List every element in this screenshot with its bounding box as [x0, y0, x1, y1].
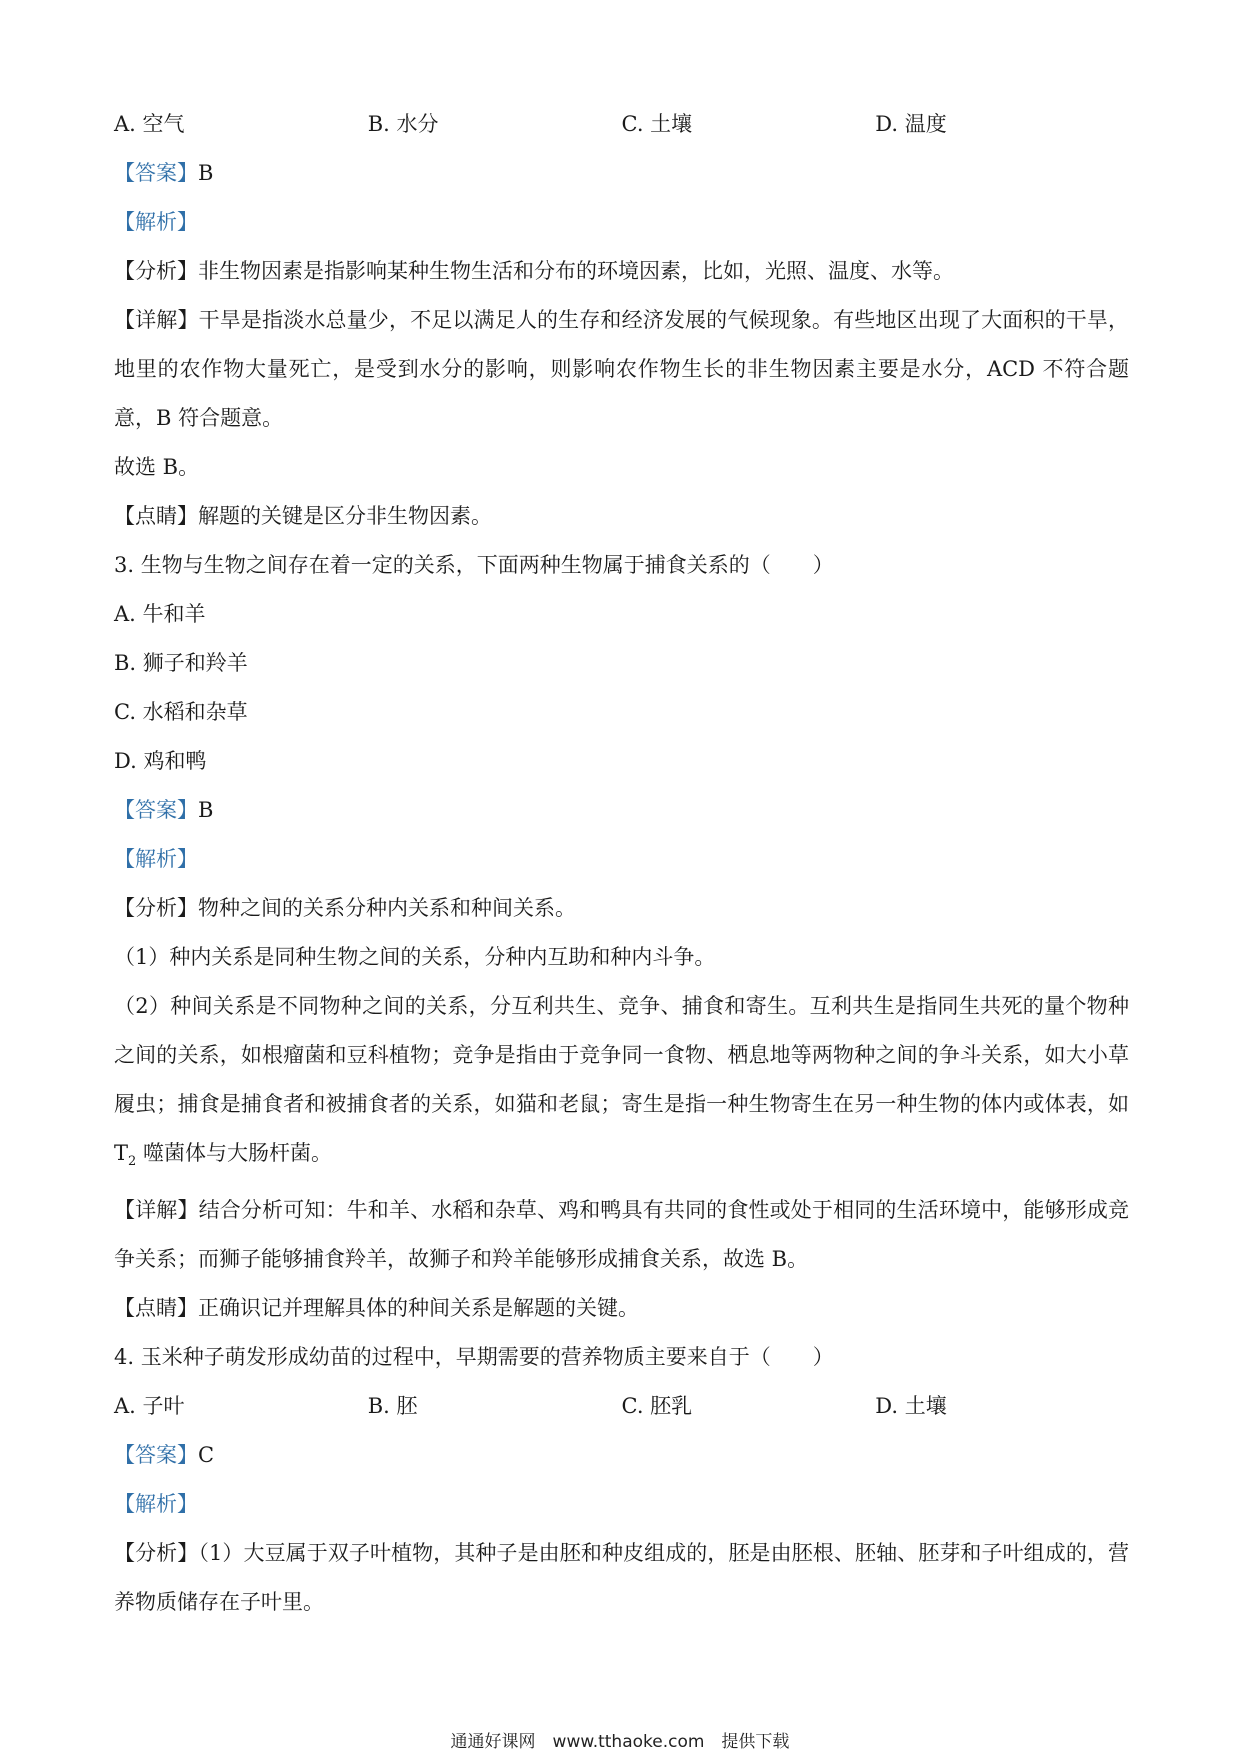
q2-xiangjie: [114, 296, 1129, 443]
dianjing-tag: 【点睛】: [114, 1296, 198, 1321]
q4-option-c: C. 胚乳: [621, 1394, 693, 1419]
document-page: [114, 100, 1129, 1627]
dianjing-text: 解题的关键是区分非生物因素。: [198, 504, 492, 528]
q2-option-d: D. 温度: [875, 112, 947, 136]
q4-stem: 4. 玉米种子萌发形成幼苗的过程中，早期需要的营养物质主要来自于（ ）: [114, 1345, 834, 1370]
fenxi-text: 非生物因素是指影响某种生物生活和分布的环境因素，比如，光照、温度、水等。: [198, 259, 954, 283]
q3-point-2: [114, 982, 1129, 1186]
fenxi-tag: 【分析】: [114, 259, 198, 283]
q3-fenxi: [114, 884, 1129, 933]
q3-dianjing: [114, 1284, 1129, 1333]
q3-point-1: （1）种内关系是同种生物之间的关系，分种内互助和种内斗争。: [114, 945, 716, 969]
q3-analysis-heading: [114, 835, 1129, 884]
q2-option-b: B. 水分: [367, 112, 439, 136]
subscript: 2: [128, 1154, 137, 1170]
q4-option-a: A. 子叶: [114, 1394, 185, 1419]
xiangjie-tag: 【详解】: [114, 1198, 199, 1223]
xiangjie-text: 干旱是指淡水总量少，不足以满足人的生存和经济发展的气候现象。有些地区出现了大面积的干旱，地里的农作物大量死亡，是受到水分的影响，则影响农作物生长的非生物因素主要是水分，ACD 不符合题意，B 符合题意。: [114, 308, 1130, 430]
q3-option-a: A. 牛和羊: [114, 602, 206, 626]
point2-text: （2）种间关系是不同物种之间的关系，分互利共生、竞争、捕食和寄生。互利共生是指同生共死的量个物种之间的关系，如根瘤菌和豆科植物；竞争是指由于竞争同一食物、栖息地等两物种之间的争斗关系，如大小草履虫；捕食是捕食者和被捕食者的关系，如猫和老鼠；寄生是指一种生物寄生在另一种生物的体内或体表，如 T: [114, 994, 1129, 1165]
fenxi-text: 物种之间的关系分种内关系和种间关系。: [198, 896, 576, 920]
q4-analysis-heading: [114, 1480, 1129, 1529]
dianjing-text: 正确识记并理解具体的种间关系是解题的关键。: [198, 1296, 639, 1321]
point2-text-end: 噬菌体与大肠杆菌。: [136, 1141, 332, 1165]
fenxi-tag: 【分析】: [114, 896, 198, 920]
analysis-tag: 【解析】: [114, 1492, 198, 1517]
xiangjie-tag: 【详解】: [114, 308, 199, 332]
q2-dianjing: [114, 492, 1129, 541]
answer-value: B: [198, 161, 214, 185]
q4-option-b: B. 胚: [367, 1394, 418, 1419]
dianjing-tag: 【点睛】: [114, 504, 198, 528]
q3-option-c: C. 水稻和杂草: [114, 700, 248, 724]
xiangjie-text: 结合分析可知：牛和羊、水稻和杂草、鸡和鸭具有共同的食性或处于相同的生活环境中，能够形成竞争关系；而狮子能够捕食羚羊，故狮子和羚羊能够形成捕食关系，故选 B。: [114, 1198, 1130, 1272]
q4-fenxi: [114, 1529, 1129, 1627]
q3-option-d: D. 鸡和鸭: [114, 749, 207, 773]
q4-option-d: D. 土壤: [875, 1394, 947, 1419]
fenxi-tag: 【分析】: [114, 1541, 199, 1566]
answer-value: B: [198, 798, 214, 822]
q2-options: [114, 100, 1129, 149]
answer-tag: 【答案】: [114, 798, 198, 822]
answer-value: C: [198, 1443, 215, 1468]
page-footer: 通通好课网 www.tthaoke.com 提供下载: [450, 1732, 790, 1752]
answer-tag: 【答案】: [114, 1443, 198, 1468]
q2-conclusion: 故选 B。: [114, 455, 200, 479]
q2-option-a: A. 空气: [114, 112, 185, 136]
q2-answer: [114, 149, 1129, 198]
fenxi-text: （1）大豆属于双子叶植物，其种子是由胚和种皮组成的，胚是由胚根、胚轴、胚芽和子叶组成的，营养物质储存在子叶里。: [114, 1541, 1130, 1615]
analysis-tag: 【解析】: [114, 210, 198, 234]
q3-stem: 3. 生物与生物之间存在着一定的关系，下面两种生物属于捕食关系的（ ）: [114, 553, 834, 577]
q3-option-b: B. 狮子和羚羊: [114, 651, 248, 675]
q3-xiangjie: [114, 1186, 1129, 1284]
q2-analysis-heading: [114, 198, 1129, 247]
q2-option-c: C. 土壤: [621, 112, 693, 136]
analysis-tag: 【解析】: [114, 847, 198, 871]
q3-answer: [114, 786, 1129, 835]
answer-tag: 【答案】: [114, 161, 198, 185]
q4-answer: [114, 1431, 1129, 1480]
q2-fenxi: [114, 247, 1129, 296]
q4-options: [114, 1382, 1129, 1431]
